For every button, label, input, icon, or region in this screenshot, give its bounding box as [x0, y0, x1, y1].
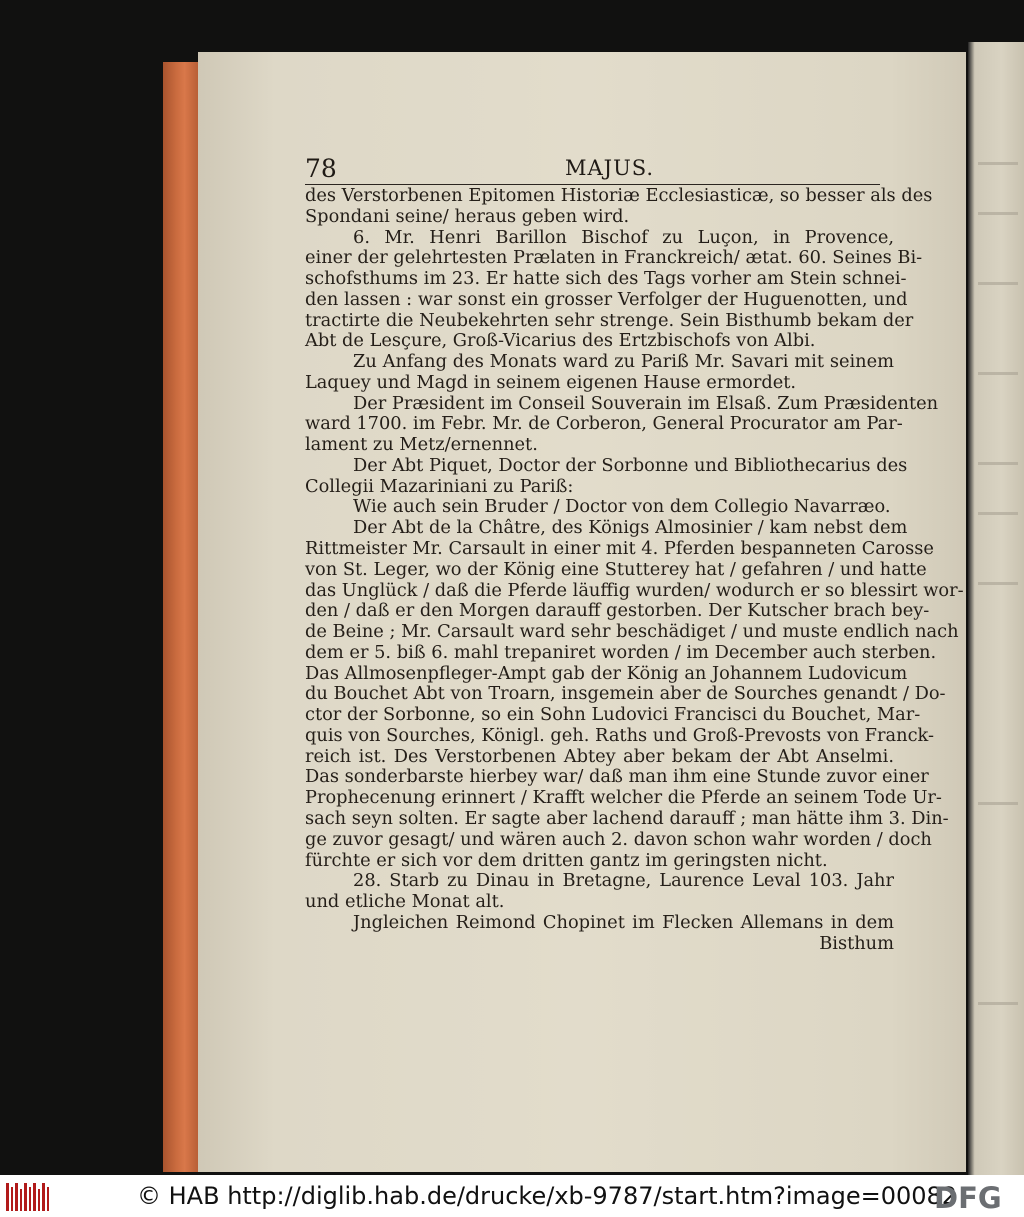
text-line: von St. Leger, wo der König eine Stutterey hat / gefahren / und hatte	[305, 558, 927, 580]
text-line: einer der gelehrtesten Prælaten in Franckreich/ ætat. 60. Seines Bi-	[305, 247, 923, 269]
text-line: Laquey und Magd in seinem eigenen Hause ermordet.	[305, 371, 797, 393]
text-line: 6. Mr. Henri Barillon Bischof zu Luçon, in Provence,	[353, 226, 894, 248]
text-line: quis von Sourches, Königl. geh. Raths und Groß-Prevosts von Franck-	[305, 724, 935, 746]
text-line: Das sonderbarste hierbey war/ daß man ihm eine Stunde zuvor einer	[305, 766, 929, 788]
text-line: Spondani seine/ heraus geben wird.	[305, 205, 630, 227]
running-head: MAJUS.	[565, 156, 655, 180]
text-line: lament zu Metz/ernennet.	[305, 434, 538, 456]
text-line: reich ist. Des Verstorbenen Abtey aber bekam der Abt Anselmi.	[305, 745, 894, 767]
text-line: Zu Anfang des Monats ward zu Pariß Mr. Savari mit seinem	[353, 351, 894, 373]
text-line: du Bouchet Abt von Troarn, insgemein aber de Sourches genandt / Do-	[305, 683, 946, 705]
text-line: den lassen : war sonst ein grosser Verfolger der Huguenotten, und	[305, 288, 908, 310]
text-line: ge zuvor gesagt/ und wären auch 2. davon schon wahr worden / doch	[305, 828, 932, 850]
dfg-logo	[934, 1183, 1020, 1211]
text-line: des Verstorbenen Epitomen Historiæ Ecclesiasticæ, so besser als des	[305, 185, 933, 206]
next-page-edge	[968, 42, 1024, 1175]
text-line: das Unglück / daß die Pferde läuffig wurden/ wodurch er so blessirt wor-	[305, 579, 964, 601]
svg-text:DFG: DFG	[934, 1183, 1002, 1211]
text-line: Abt de Lesçure, Groß-Vicarius des Ertzbischofs von Albi.	[305, 330, 816, 352]
text-line: den / daß er den Morgen darauff gestorben. Der Kutscher brach bey-	[305, 600, 930, 622]
hab-barcode-logo	[6, 1183, 50, 1211]
text-line: fürchte er sich vor dem dritten gantz im geringsten nicht.	[305, 849, 828, 871]
footer-bar	[0, 1175, 1024, 1217]
text-block	[305, 185, 964, 954]
page-header	[305, 154, 880, 185]
text-line: de Beine ; Mr. Carsault ward sehr beschädiget / und muste endlich nach	[305, 621, 959, 643]
footer-url-text: © HAB http://diglib.hab.de/drucke/xb-9787/start.htm?image=00082	[137, 1182, 958, 1210]
book-edge	[163, 62, 199, 1172]
text-line: Der Abt Piquet, Doctor der Sorbonne und Bibliothecarius des	[353, 454, 908, 476]
text-line: ctor der Sorbonne, so ein Sohn Ludovici Francisci du Bouchet, Mar-	[305, 704, 921, 726]
text-line: Der Abt de la Châtre, des Königs Almosinier / kam nebst dem	[353, 517, 908, 539]
text-line: 28. Starb zu Dinau in Bretagne, Laurence Leval 103. Jahr	[353, 870, 894, 892]
text-line: Der Præsident im Conseil Souverain im Elsaß. Zum Præsidenten	[353, 392, 939, 414]
text-line: Bisthum	[819, 932, 894, 954]
text-line: ward 1700. im Febr. Mr. de Corberon, General Procurator am Par-	[305, 413, 903, 435]
text-line: tractirte die Neubekehrten sehr strenge. Sein Bisthumb bekam der	[305, 309, 914, 331]
text-line: sach seyn solten. Er sagte aber lachend darauff ; man hätte ihm 3. Din-	[305, 807, 949, 829]
book-page	[198, 52, 966, 1172]
text-line: Prophecenung erinnert / Krafft welcher die Pferde an seinem Tode Ur-	[305, 787, 942, 809]
text-line: dem er 5. biß 6. mahl trepaniret worden / im December auch sterben.	[305, 641, 937, 663]
text-line: schofsthums im 23. Er hatte sich des Tags vorher am Stein schnei-	[305, 268, 907, 290]
text-line: Collegii Mazariniani zu Pariß:	[305, 475, 574, 497]
page-number: 78	[305, 154, 337, 183]
text-line: Rittmeister Mr. Carsault in einer mit 4. Pferden bespanneten Carosse	[305, 538, 934, 560]
text-line: Jngleichen Reimond Chopinet im Flecken Allemans in dem	[353, 911, 894, 933]
text-line: und etliche Monat alt.	[305, 891, 505, 913]
text-line: Wie auch sein Bruder / Doctor von dem Collegio Navarræo.	[353, 496, 891, 518]
text-line: Das Allmosenpfleger-Ampt gab der König an Johannem Ludovicum	[305, 662, 908, 684]
